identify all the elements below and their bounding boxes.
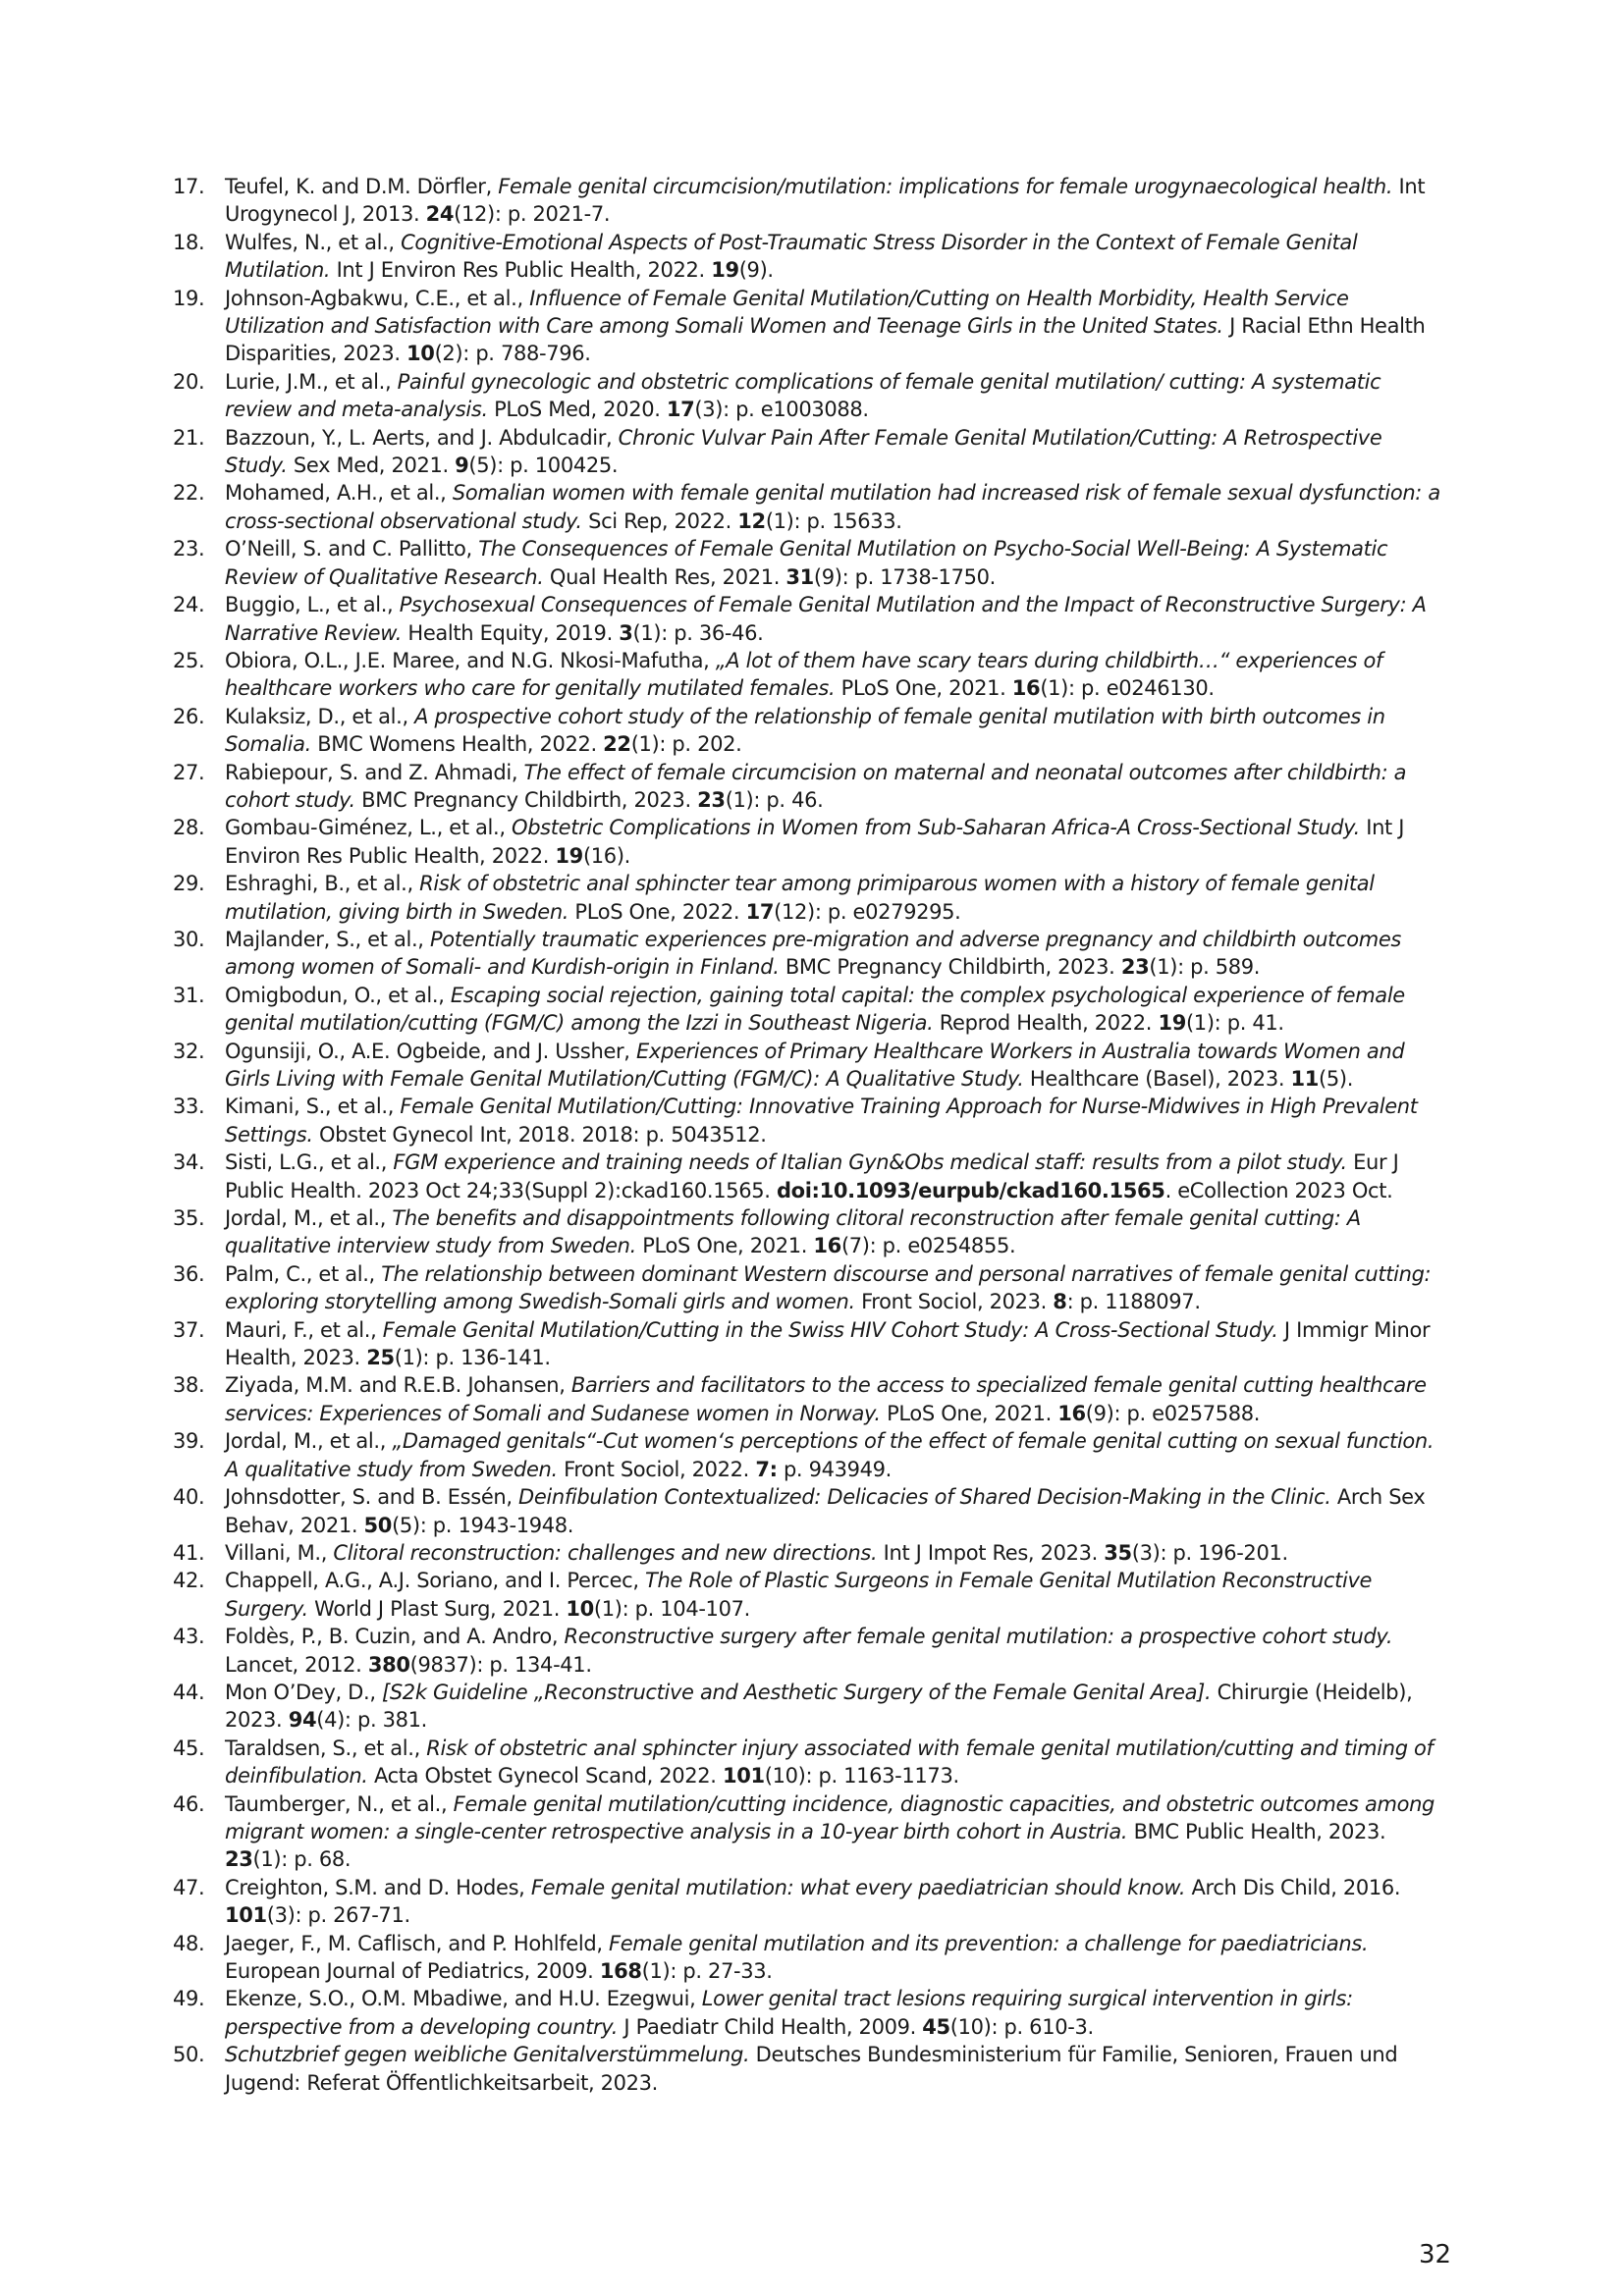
reference-item bbox=[173, 1038, 1449, 1094]
reference-title: Escaping social rejection, gaining total capital: the complex psychological experience of female genital mutilation/cutting (FGM/C) among the Izzi in Southeast Nigeria. bbox=[225, 983, 1405, 1036]
reference-text: (4): p. 381. bbox=[316, 1708, 427, 1733]
reference-title: Cognitive-Emotional Aspects of Post-Traumatic Stress Disorder in the Context of Female Genital Mutilation. bbox=[225, 230, 1358, 283]
reference-title: Psychosexual Consequences of Female Genital Mutilation and the Impact of Reconstructive Surgery: A Narrative Review. bbox=[225, 593, 1427, 645]
reference-volume: 10 bbox=[566, 1596, 594, 1621]
reference-title: The relationship between dominant Western discourse and personal narratives of female genital cutting: exploring storytelling among Swedish-Somali girls and women. bbox=[225, 1261, 1432, 1314]
reference-volume: 9 bbox=[455, 454, 469, 478]
reference-item bbox=[173, 1204, 1449, 1260]
reference-number: 20. bbox=[173, 369, 205, 394]
reference-item bbox=[173, 1093, 1449, 1148]
reference-item bbox=[173, 1316, 1449, 1372]
reference-text: . eCollection 2023 Oct. bbox=[1164, 1178, 1393, 1202]
reference-text: Johnson-Agbakwu, C.E., et al., bbox=[225, 286, 530, 310]
reference-text: Sisti, L.G., et al., bbox=[225, 1150, 394, 1175]
reference-number: 35. bbox=[173, 1206, 205, 1231]
reference-volume: 23 bbox=[225, 1847, 253, 1872]
reference-title: Risk of obstetric anal sphincter injury associated with female genital mutilation/cutting and timing of deinfibulation. bbox=[225, 1735, 1434, 1789]
reference-item bbox=[173, 424, 1449, 480]
reference-text: Lurie, J.M., et al., bbox=[225, 369, 398, 394]
reference-list bbox=[173, 173, 1449, 2097]
reference-number: 27. bbox=[173, 760, 205, 784]
reference-item bbox=[173, 1427, 1449, 1483]
reference-text: (5): p. 1943-1948. bbox=[392, 1513, 574, 1537]
reference-item bbox=[173, 1148, 1449, 1204]
reference-text: (1): p. 36-46. bbox=[632, 620, 764, 645]
reference-volume: 16 bbox=[1011, 676, 1041, 701]
reference-number: 17. bbox=[173, 175, 205, 198]
reference-text: Omigbodun, O., et al., bbox=[225, 983, 451, 1007]
reference-volume: 8 bbox=[1053, 1290, 1067, 1314]
reference-volume: 23 bbox=[1120, 955, 1150, 980]
reference-number: 38. bbox=[173, 1373, 205, 1398]
reference-text: (1): p. e0246130. bbox=[1040, 676, 1215, 701]
reference-text: Majlander, S., et al., bbox=[225, 927, 430, 951]
reference-text: Teufel, K. and D.M. Dörfler, bbox=[225, 175, 499, 198]
reference-text: (5). bbox=[1319, 1067, 1354, 1091]
reference-text: Palm, C., et al., bbox=[225, 1261, 382, 1286]
reference-text: Mohamed, A.H., et al., bbox=[225, 481, 453, 506]
reference-item bbox=[173, 535, 1449, 591]
reference-text: Int J Environ Res Public Health, 2022. bbox=[330, 258, 712, 283]
reference-title: Barriers and facilitators to the access to specialized female genital cutting healthcare services: Experiences of Somali and Sudanese women in Norway. bbox=[225, 1373, 1427, 1425]
reference-text: (7): p. e0254855. bbox=[840, 1234, 1016, 1258]
reference-text: (3): p. 267-71. bbox=[266, 1903, 410, 1928]
reference-text: Deutsches Bundesministerium für Familie, Senioren, Frauen und Jugend: Referat Öffentlichkeitsarbeit, 2023. bbox=[225, 2043, 1398, 2095]
reference-number: 44. bbox=[173, 1680, 205, 1704]
reference-text: Taraldsen, S., et al., bbox=[225, 1735, 427, 1760]
reference-text: World J Plast Surg, 2021. bbox=[307, 1596, 567, 1621]
reference-text: (12): p. e0279295. bbox=[774, 899, 961, 924]
reference-number: 49. bbox=[173, 1987, 205, 2011]
reference-text: BMC Pregnancy Childbirth, 2023. bbox=[779, 955, 1121, 980]
reference-item bbox=[173, 1874, 1449, 1930]
reference-text: (9). bbox=[738, 258, 774, 283]
reference-text: Jaeger, F., M. Caflisch, and P. Hohlfeld, bbox=[225, 1931, 609, 1955]
reference-text: BMC Public Health, 2023. bbox=[1127, 1819, 1386, 1843]
reference-number: 47. bbox=[173, 1875, 205, 1899]
reference-number: 46. bbox=[173, 1791, 205, 1816]
reference-title: The Consequences of Female Genital Mutilation on Psycho-Social Well-Being: A Systematic Review of Qualitative Research. bbox=[225, 537, 1388, 589]
reference-text: p. 943949. bbox=[777, 1457, 892, 1481]
reference-title: Somalian women with female genital mutilation had increased risk of female sexual dysfunction: a cross-sectional observational study. bbox=[225, 481, 1440, 533]
reference-title: Deinfibulation Contextualized: Delicacies of Shared Decision-Making in the Clinic. bbox=[518, 1485, 1331, 1510]
reference-title: Schutzbrief gegen weibliche Genitalverstümmelung. bbox=[225, 2043, 750, 2067]
reference-text: (1): p. 589. bbox=[1149, 955, 1261, 980]
reference-number: 23. bbox=[173, 537, 205, 561]
reference-volume: 12 bbox=[737, 508, 766, 533]
reference-item bbox=[173, 229, 1449, 285]
reference-text: Kulaksiz, D., et al., bbox=[225, 704, 415, 728]
reference-text: (1): p. 136-141. bbox=[394, 1346, 551, 1370]
reference-number: 45. bbox=[173, 1735, 205, 1760]
reference-item bbox=[173, 1567, 1449, 1623]
reference-number: 43. bbox=[173, 1625, 205, 1649]
reference-text: Obstet Gynecol Int, 2018. 2018: p. 5043512. bbox=[312, 1122, 767, 1147]
reference-text: Rabiepour, S. and Z. Ahmadi, bbox=[225, 760, 524, 784]
reference-number: 29. bbox=[173, 872, 205, 896]
reference-text: Chirurgie (Heidelb), 2023. bbox=[225, 1680, 1413, 1733]
reference-text: (5): p. 100425. bbox=[468, 454, 619, 478]
reference-volume: 168 bbox=[599, 1959, 642, 1983]
reference-text: Healthcare (Basel), 2023. bbox=[1023, 1067, 1291, 1091]
reference-volume: 16 bbox=[1057, 1401, 1086, 1425]
reference-text: (10): p. 1163-1173. bbox=[764, 1764, 959, 1789]
reference-title: The Role of Plastic Surgeons in Female Genital Mutilation Reconstructive Surgery. bbox=[225, 1569, 1373, 1621]
reference-title: Painful gynecologic and obstetric complications of female genital mutilation/ cutting: A systematic review and meta-analysis. bbox=[225, 369, 1381, 422]
reference-title: The effect of female circumcision on maternal and neonatal outcomes after childbirth: a cohort study. bbox=[225, 760, 1407, 812]
reference-text: Ogunsiji, O., A.E. Ogbeide, and J. Ussher, bbox=[225, 1039, 636, 1063]
reference-text: PLoS One, 2021. bbox=[635, 1234, 814, 1258]
reference-text: (1): p. 41. bbox=[1185, 1011, 1284, 1036]
reference-number: 42. bbox=[173, 1569, 205, 1593]
reference-text: Lancet, 2012. bbox=[225, 1652, 368, 1677]
reference-volume: 31 bbox=[785, 564, 814, 589]
reference-item bbox=[173, 173, 1449, 229]
reference-text: Gombau-Giménez, L., et al., bbox=[225, 816, 513, 840]
reference-title: Female Genital Mutilation/Cutting: Innovative Training Approach for Nurse-Midwives in High Prevalent Settings. bbox=[225, 1095, 1418, 1147]
reference-title: FGM experience and training needs of Italian Gyn&Obs medical staff: results from a pilot study. bbox=[393, 1150, 1347, 1175]
reference-item bbox=[173, 285, 1449, 368]
reference-text: Creighton, S.M. and D. Hodes, bbox=[225, 1875, 531, 1899]
reference-item bbox=[173, 759, 1449, 815]
reference-number: 26. bbox=[173, 704, 205, 728]
reference-volume: doi:10.1093/eurpub/ckad160.1565 bbox=[776, 1178, 1165, 1202]
reference-title: Obstetric Complications in Women from Sub-Saharan Africa-A Cross-Sectional Study. bbox=[512, 816, 1360, 840]
reference-text: (9837): p. 134-41. bbox=[409, 1652, 592, 1677]
reference-text: Int J Impot Res, 2023. bbox=[877, 1540, 1105, 1565]
reference-number: 30. bbox=[173, 927, 205, 951]
page-number: 32 bbox=[1419, 2240, 1452, 2269]
reference-volume: 101 bbox=[722, 1764, 765, 1789]
reference-title: Female genital mutilation/cutting incidence, diagnostic capacities, and obstetric outcomes among migrant women: a single-center retrospective analysis in a 10-year birth cohort in Austria. bbox=[225, 1791, 1435, 1843]
reference-title: „A lot of them have scary tears during childbirth…“ experiences of healthcare workers who care for genitally mutilated females. bbox=[225, 648, 1383, 701]
reference-text: Sci Rep, 2022. bbox=[581, 508, 738, 533]
reference-title: [S2k Guideline „Reconstructive and Aesthetic Surgery of the Female Genital Area]. bbox=[381, 1680, 1212, 1704]
reference-text: Wulfes, N., et al., bbox=[225, 230, 402, 254]
reference-text: (10): p. 610-3. bbox=[949, 2014, 1094, 2039]
reference-text: J Paediatr Child Health, 2009. bbox=[618, 2014, 923, 2039]
reference-text: Villani, M., bbox=[225, 1540, 334, 1565]
reference-volume: 35 bbox=[1104, 1540, 1132, 1565]
reference-text: (1): p. 46. bbox=[725, 787, 824, 812]
reference-title: Female genital circumcision/mutilation: implications for female urogynaecological health. bbox=[498, 175, 1393, 198]
reference-title: Female Genital Mutilation/Cutting in the Swiss HIV Cohort Study: A Cross-Sectional Study. bbox=[382, 1317, 1278, 1342]
reference-text: J Racial Ethn Health Disparities, 2023. bbox=[225, 314, 1426, 366]
reference-title: The benefits and disappointments following clitoral reconstruction after female genital cutting: A qualitative interview study from Sweden. bbox=[225, 1206, 1361, 1258]
reference-item bbox=[173, 2041, 1449, 2097]
reference-text: Bazzoun, Y., L. Aerts, and J. Abdulcadir, bbox=[225, 425, 619, 450]
reference-volume: 50 bbox=[363, 1513, 393, 1537]
reference-text: Ziyada, M.M. and R.E.B. Johansen, bbox=[225, 1373, 571, 1398]
reference-title: Reconstructive surgery after female genital mutilation: a prospective cohort study. bbox=[564, 1625, 1393, 1649]
reference-text: BMC Womens Health, 2022. bbox=[310, 732, 604, 757]
reference-text: PLoS One, 2021. bbox=[880, 1401, 1058, 1425]
reference-item bbox=[173, 814, 1449, 870]
reference-volume: 11 bbox=[1290, 1067, 1320, 1091]
reference-text: Kimani, S., et al., bbox=[225, 1095, 401, 1119]
reference-text: PLoS One, 2021. bbox=[835, 676, 1012, 701]
reference-title: „Damaged genitals“-Cut women‘s perceptions of the effect of female genital cutting on sexual function. A qualitative study from Sweden. bbox=[225, 1429, 1435, 1481]
reference-text: (12): p. 2021-7. bbox=[454, 202, 611, 227]
reference-volume: 16 bbox=[813, 1234, 841, 1258]
reference-number: 32. bbox=[173, 1039, 205, 1063]
reference-text: : p. 1188097. bbox=[1066, 1290, 1201, 1314]
reference-number: 22. bbox=[173, 481, 205, 506]
reference-title: Lower genital tract lesions requiring surgical intervention in girls: perspective from a developing country. bbox=[225, 1987, 1353, 2039]
reference-item bbox=[173, 1790, 1449, 1874]
reference-item bbox=[173, 926, 1449, 982]
reference-volume: 25 bbox=[366, 1346, 395, 1370]
reference-title: Female genital mutilation and its prevention: a challenge for paediatricians. bbox=[609, 1931, 1369, 1955]
reference-volume: 19 bbox=[555, 843, 583, 868]
reference-text: (1): p. 68. bbox=[252, 1847, 352, 1872]
reference-number: 33. bbox=[173, 1095, 205, 1119]
reference-text: Arch Dis Child, 2016. bbox=[1185, 1875, 1401, 1899]
reference-item bbox=[173, 1985, 1449, 2041]
reference-text: Mon O’Dey, D., bbox=[225, 1680, 382, 1704]
reference-text: O’Neill, S. and C. Pallitto, bbox=[225, 537, 479, 561]
reference-item bbox=[173, 368, 1449, 424]
reference-text: (9): p. e0257588. bbox=[1085, 1401, 1261, 1425]
reference-text: (3): p. e1003088. bbox=[694, 398, 869, 422]
reference-text: (3): p. 196-201. bbox=[1131, 1540, 1288, 1565]
reference-title: Clitoral reconstruction: challenges and new directions. bbox=[333, 1540, 878, 1565]
reference-text: Foldès, P., B. Cuzin, and A. Andro, bbox=[225, 1625, 565, 1649]
reference-text: Jordal, M., et al., bbox=[225, 1429, 393, 1454]
reference-title: Risk of obstetric anal sphincter tear among primiparous women with a history of female genital mutilation, giving birth in Sweden. bbox=[225, 872, 1375, 924]
reference-volume: 45 bbox=[922, 2014, 950, 2039]
reference-text: Eur J Public Health. 2023 Oct 24;33(Suppl 2):ckad160.1565. bbox=[225, 1150, 1399, 1202]
reference-number: 24. bbox=[173, 593, 205, 617]
reference-item bbox=[173, 479, 1449, 535]
reference-item bbox=[173, 1735, 1449, 1790]
reference-text: Health Equity, 2019. bbox=[402, 620, 620, 645]
reference-number: 39. bbox=[173, 1429, 205, 1454]
reference-text: Arch Sex Behav, 2021. bbox=[225, 1485, 1426, 1537]
reference-number: 18. bbox=[173, 230, 205, 254]
reference-text: Front Sociol, 2023. bbox=[854, 1290, 1054, 1314]
reference-volume: 22 bbox=[603, 732, 631, 757]
reference-number: 41. bbox=[173, 1540, 205, 1565]
reference-number: 48. bbox=[173, 1931, 205, 1955]
reference-volume: 17 bbox=[666, 398, 695, 422]
reference-text: Chappell, A.G., A.J. Soriano, and I. Percec, bbox=[225, 1569, 645, 1593]
reference-number: 50. bbox=[173, 2043, 205, 2067]
reference-text: J Immigr Minor Health, 2023. bbox=[225, 1317, 1431, 1370]
reference-volume: 94 bbox=[288, 1708, 317, 1733]
reference-item bbox=[173, 1930, 1449, 1986]
reference-text: Int Urogynecol J, 2013. bbox=[225, 175, 1426, 227]
reference-text: (16). bbox=[582, 843, 630, 868]
reference-title: Female genital mutilation: what every paediatrician should know. bbox=[530, 1875, 1186, 1899]
reference-volume: 101 bbox=[225, 1903, 267, 1928]
reference-text: Johnsdotter, S. and B. Essén, bbox=[225, 1485, 519, 1510]
reference-number: 37. bbox=[173, 1317, 205, 1342]
reference-text: (9): p. 1738-1750. bbox=[813, 564, 996, 589]
reference-volume: 17 bbox=[745, 899, 775, 924]
reference-item bbox=[173, 1483, 1449, 1539]
reference-item bbox=[173, 870, 1449, 926]
reference-volume: 10 bbox=[406, 342, 435, 366]
reference-text: (1): p. 15633. bbox=[765, 508, 902, 533]
reference-text: Acta Obstet Gynecol Scand, 2022. bbox=[367, 1764, 723, 1789]
reference-number: 19. bbox=[173, 286, 205, 310]
reference-text: (1): p. 202. bbox=[630, 732, 742, 757]
reference-item bbox=[173, 982, 1449, 1038]
reference-title: Experiences of Primary Healthcare Workers in Australia towards Women and Girls Living with Female Genital Mutilation/Cutting (FGM/C): A Qualitative Study. bbox=[225, 1039, 1405, 1091]
reference-title: Potentially traumatic experiences pre-migration and adverse pregnancy and childbirth outcomes among women of Somali- and Kurdish-origin in Finland. bbox=[225, 927, 1402, 980]
reference-text: Int J Environ Res Public Health, 2022. bbox=[225, 816, 1405, 868]
reference-item bbox=[173, 703, 1449, 759]
reference-item bbox=[173, 1623, 1449, 1679]
reference-number: 40. bbox=[173, 1485, 205, 1510]
reference-volume: 7: bbox=[755, 1457, 778, 1481]
reference-number: 31. bbox=[173, 983, 205, 1007]
reference-item bbox=[173, 647, 1449, 703]
reference-text: BMC Pregnancy Childbirth, 2023. bbox=[354, 787, 698, 812]
reference-title: Influence of Female Genital Mutilation/Cutting on Health Morbidity, Health Service Utilization and Satisfaction with Care among Somali Women and Teenage Girls in the United States. bbox=[225, 286, 1349, 339]
reference-text: Ekenze, S.O., O.M. Mbadiwe, and H.U. Ezegwui, bbox=[225, 1987, 702, 2011]
reference-volume: 380 bbox=[367, 1652, 410, 1677]
reference-text: European Journal of Pediatrics, 2009. bbox=[225, 1959, 600, 1983]
reference-text: Buggio, L., et al., bbox=[225, 593, 400, 617]
reference-text: Eshraghi, B., et al., bbox=[225, 872, 420, 896]
reference-text: PLoS One, 2022. bbox=[568, 899, 746, 924]
reference-item bbox=[173, 1679, 1449, 1735]
reference-text: (1): p. 27-33. bbox=[641, 1959, 773, 1983]
reference-item bbox=[173, 591, 1449, 647]
reference-item bbox=[173, 1260, 1449, 1316]
reference-item bbox=[173, 1539, 1449, 1567]
reference-volume: 23 bbox=[697, 787, 726, 812]
reference-number: 21. bbox=[173, 425, 205, 450]
reference-number: 25. bbox=[173, 648, 205, 672]
reference-text: (2): p. 788-796. bbox=[434, 342, 591, 366]
reference-volume: 3 bbox=[619, 620, 633, 645]
reference-number: 34. bbox=[173, 1150, 205, 1175]
reference-text: Sex Med, 2021. bbox=[287, 454, 456, 478]
reference-text: Reprod Health, 2022. bbox=[933, 1011, 1159, 1036]
reference-item bbox=[173, 1371, 1449, 1427]
reference-text: Mauri, F., et al., bbox=[225, 1317, 383, 1342]
reference-title: Chronic Vulvar Pain After Female Genital Mutilation/Cutting: A Retrospective Study. bbox=[225, 425, 1382, 478]
reference-volume: 24 bbox=[425, 202, 455, 227]
reference-text: Jordal, M., et al., bbox=[225, 1206, 393, 1231]
reference-volume: 19 bbox=[1158, 1011, 1186, 1036]
reference-text: Front Sociol, 2022. bbox=[557, 1457, 756, 1481]
reference-volume: 19 bbox=[711, 258, 739, 283]
reference-number: 36. bbox=[173, 1261, 205, 1286]
reference-number: 28. bbox=[173, 816, 205, 840]
reference-title: A prospective cohort study of the relationship of female genital mutilation with birth outcomes in Somalia. bbox=[225, 704, 1385, 757]
reference-text: PLoS Med, 2020. bbox=[487, 398, 667, 422]
reference-text: Obiora, O.L., J.E. Maree, and N.G. Nkosi-Mafutha, bbox=[225, 648, 716, 672]
reference-text: Qual Health Res, 2021. bbox=[543, 564, 786, 589]
reference-text: (1): p. 104-107. bbox=[593, 1596, 750, 1621]
reference-text: Taumberger, N., et al., bbox=[225, 1791, 454, 1816]
